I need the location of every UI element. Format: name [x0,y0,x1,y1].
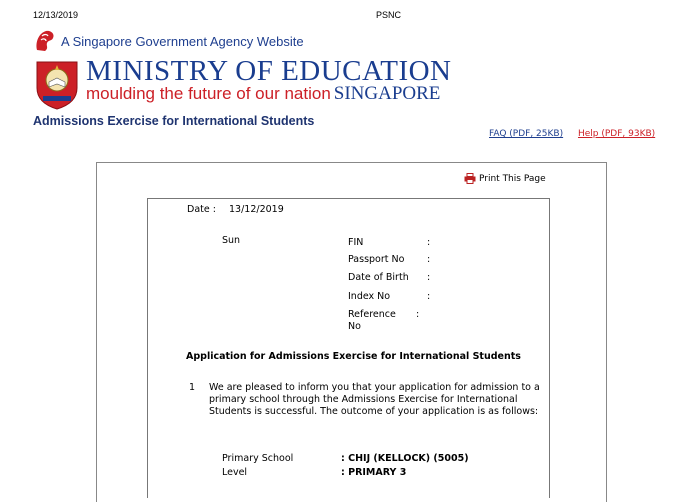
print-date: 12/13/2019 [33,10,79,20]
help-links [489,129,655,139]
outcome-level-label: Level [222,467,248,478]
page-title: Admissions Exercise for International Students [33,114,315,128]
help-link[interactable]: Help (PDF, 93KB) [577,129,656,139]
ministry-tagline [86,84,440,104]
ministry-wordmark: MINISTRY OF EDUCATION [86,55,452,87]
field-dob-sep: : [427,272,431,283]
printer-icon [464,173,476,184]
field-passport-label: Passport No [348,254,405,265]
merlion-icon [33,28,57,54]
outcome-school-value: : CHIJ (KELLOCK) (5005) [341,453,469,464]
field-fin-label: FIN [348,237,364,248]
paragraph-text: We are pleased to inform you that your application for admission to a primary school through the Admissions Exercise for International Students is successful. The outcome of your application is as follows: [209,382,540,417]
faq-link[interactable]: FAQ (PDF, 25KB) [489,129,564,139]
agency-text: A Singapore Government Agency Website [61,33,304,49]
field-fin-sep: : [427,237,431,248]
print-label: Print This Page [479,173,546,184]
country-text: SINGAPORE [333,83,441,104]
paragraph-number: 1 [189,382,196,393]
field-reference-label-2: No [348,321,361,332]
field-index-label: Index No [348,291,391,302]
letter-heading: Application for Admissions Exercise for International Students [186,351,521,362]
date-label: Date : [187,204,216,215]
tagline-text: moulding the future of our nation [86,84,331,103]
field-reference-label: Reference [348,309,396,320]
document-title: PSNC [376,10,402,20]
applicant-name: Sun [222,235,241,246]
field-passport-sep: : [427,254,431,265]
print-page-link[interactable] [464,173,546,184]
date-value: 13/12/2019 [229,204,284,215]
field-dob-label: Date of Birth [348,272,409,283]
agency-banner[interactable] [33,28,304,54]
moe-crest-logo [33,58,81,110]
field-reference-sep: : [416,309,420,320]
outcome-level-value: : PRIMARY 3 [341,467,407,478]
outcome-school-label: Primary School [222,453,294,464]
field-index-sep: : [427,291,431,302]
